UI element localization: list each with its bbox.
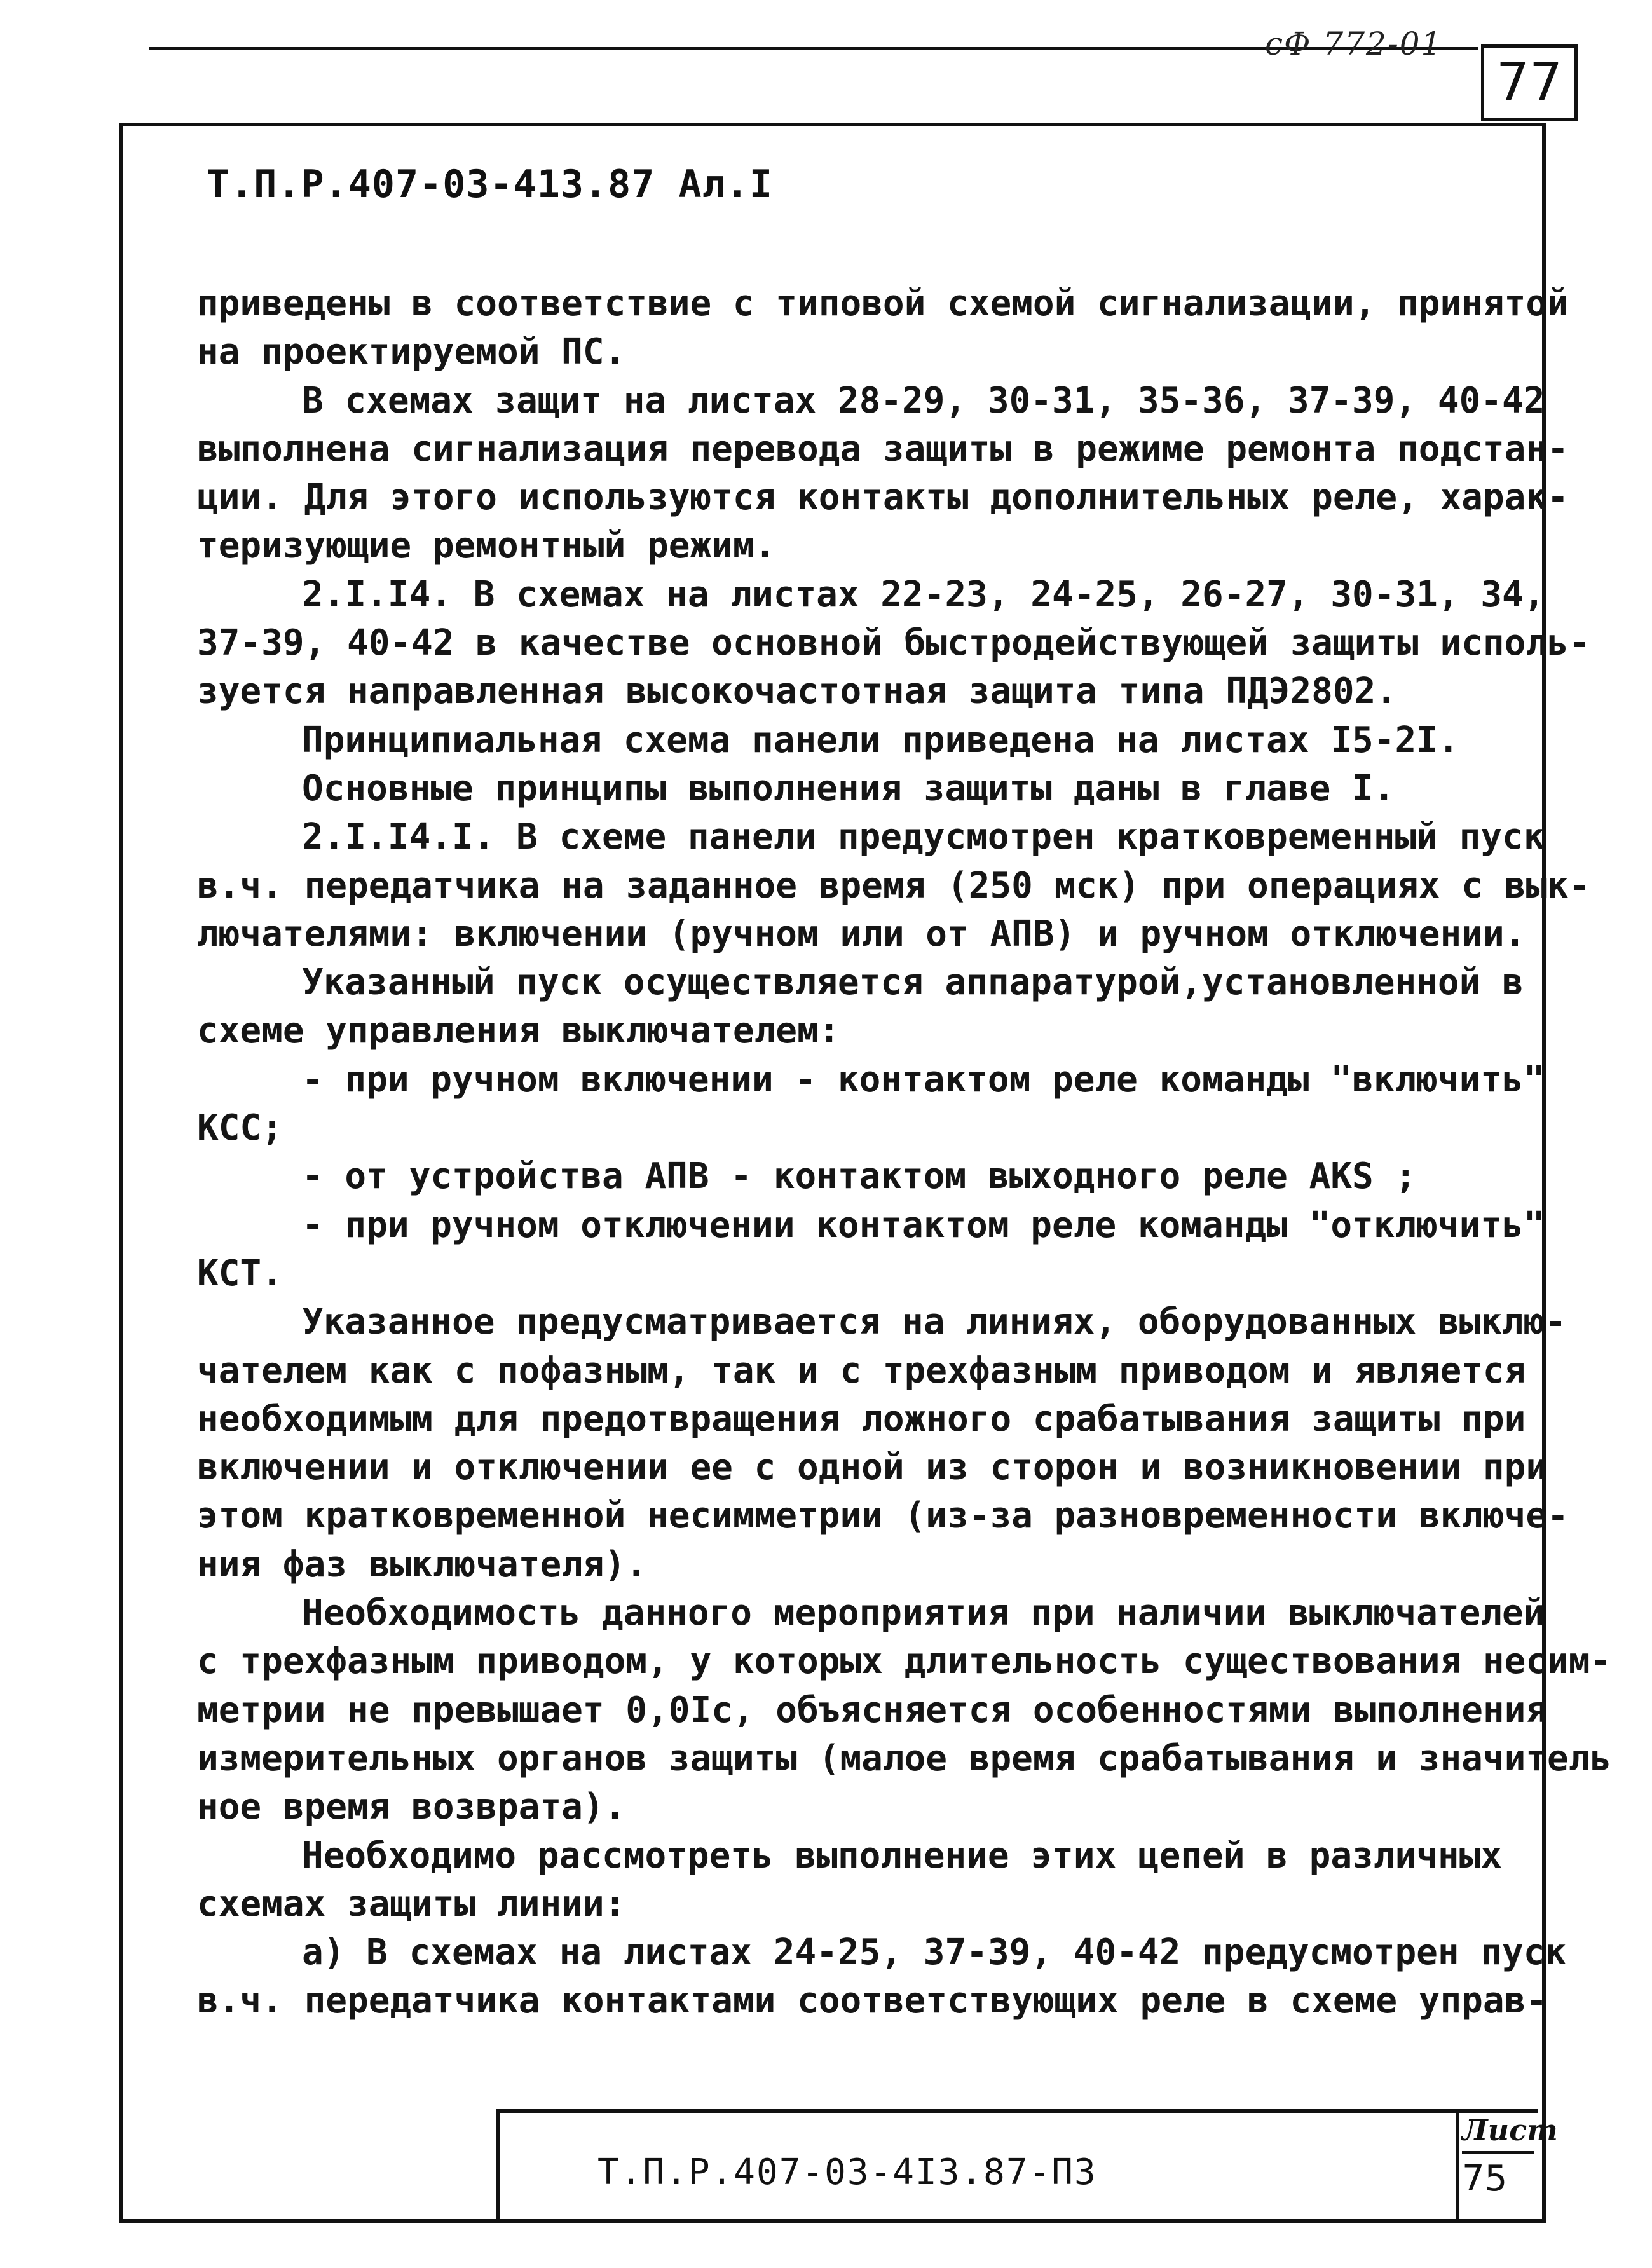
- text-line: КСТ.: [197, 1252, 283, 1294]
- text-line: выполнена сигнализация перевода защиты в режиме ремонта подстан-: [197, 428, 1569, 470]
- sheet-number: 75: [1462, 2158, 1508, 2199]
- title-block-code: Т.П.Р.407-03-4I3.87-ПЗ: [597, 2152, 1097, 2193]
- text-line: - от устройства АПВ - контактом выходного реле АКS ;: [302, 1156, 1417, 1198]
- text-line: ния фаз выключателя).: [197, 1543, 648, 1585]
- text-line: - при ручном отключении контактом реле команды "отключить": [302, 1204, 1545, 1246]
- text-line: на проектируемой ПС.: [197, 331, 626, 373]
- text-line: схемах защиты линии:: [197, 1883, 626, 1925]
- text-line: зуется направленная высокочастотная защита типа ПДЭ2802.: [197, 671, 1398, 713]
- text-line: чателем как с пофазным, так и с трехфазным приводом и является: [197, 1349, 1526, 1391]
- handwritten-stamp: сФ 772-01: [1265, 25, 1443, 62]
- sheet-label: Лист: [1462, 2109, 1534, 2154]
- text-line: лючателями: включении (ручном или от АПВ) и ручном отключении.: [197, 913, 1526, 955]
- text-line: Необходимость данного мероприятия при наличии выключателей: [302, 1592, 1545, 1634]
- text-line: Указанный пуск осуществляется аппаратурой,установленной в: [302, 962, 1524, 1004]
- text-line: метрии не превышает 0,0Iс, объясняется особенностями выполнения: [197, 1689, 1548, 1731]
- text-line: включении и отключении ее с одной из сторон и возникновении при: [197, 1447, 1548, 1489]
- text-line: с трехфазным приводом, у которых длительность существования несим-: [197, 1641, 1612, 1683]
- text-line: 2.I.I4.I. В схеме панели предусмотрен кратковременный пуск: [302, 816, 1545, 858]
- text-line: в.ч. передатчика контактами соответствующих реле в схеме управ-: [197, 1980, 1548, 2022]
- text-line: приведены в соответствие с типовой схемой сигнализации, принятой: [197, 283, 1569, 324]
- text-line: 2.I.I4. В схемах на листах 22-23, 24-25, 26-27, 30-31, 34,: [302, 573, 1545, 615]
- text-line: В схемах защит на листах 28-29, 30-31, 35-36, 37-39, 40-42: [302, 379, 1545, 421]
- text-line: Основные принципы выполнения защиты даны в главе I.: [302, 767, 1395, 809]
- text-line: а) В схемах на листах 24-25, 37-39, 40-42 предусмотрен пуск: [302, 1932, 1567, 1974]
- text-line: Указанное предусматривается на линиях, оборудованных выклю-: [302, 1301, 1567, 1343]
- text-line: - при ручном включении - контактом реле команды "включить": [302, 1058, 1545, 1100]
- document-code-header: Т.П.Р.407-03-413.87 Ал.I: [207, 162, 773, 207]
- text-line: КСС;: [197, 1107, 283, 1149]
- text-line: схеме управления выключателем:: [197, 1010, 840, 1052]
- text-line: Необходимо рассмотреть выполнение этих цепей в различных: [302, 1834, 1503, 1876]
- text-line: в.ч. передатчика на заданное время (250 мск) при операциях с вык-: [197, 864, 1590, 906]
- text-line: измерительных органов защиты (малое время срабатывания и значитель: [197, 1737, 1612, 1779]
- text-line: 37-39, 40-42 в качестве основной быстродействующей защиты исполь-: [197, 622, 1590, 664]
- text-line: ции. Для этого используются контакты дополнительных реле, харак-: [197, 477, 1569, 519]
- page-number-box: 77: [1481, 44, 1578, 121]
- text-line: ное время возврата).: [197, 1786, 626, 1828]
- text-line: необходимым для предотвращения ложного срабатывания защиты при: [197, 1398, 1526, 1440]
- text-line: теризующие ремонтный режим.: [197, 525, 776, 567]
- text-line: Принципиальная схема панели приведена на листах I5-2I.: [302, 719, 1459, 761]
- text-line: этом кратковременной несимметрии (из-за разновременности включе-: [197, 1495, 1569, 1537]
- document-body: [197, 280, 1612, 2026]
